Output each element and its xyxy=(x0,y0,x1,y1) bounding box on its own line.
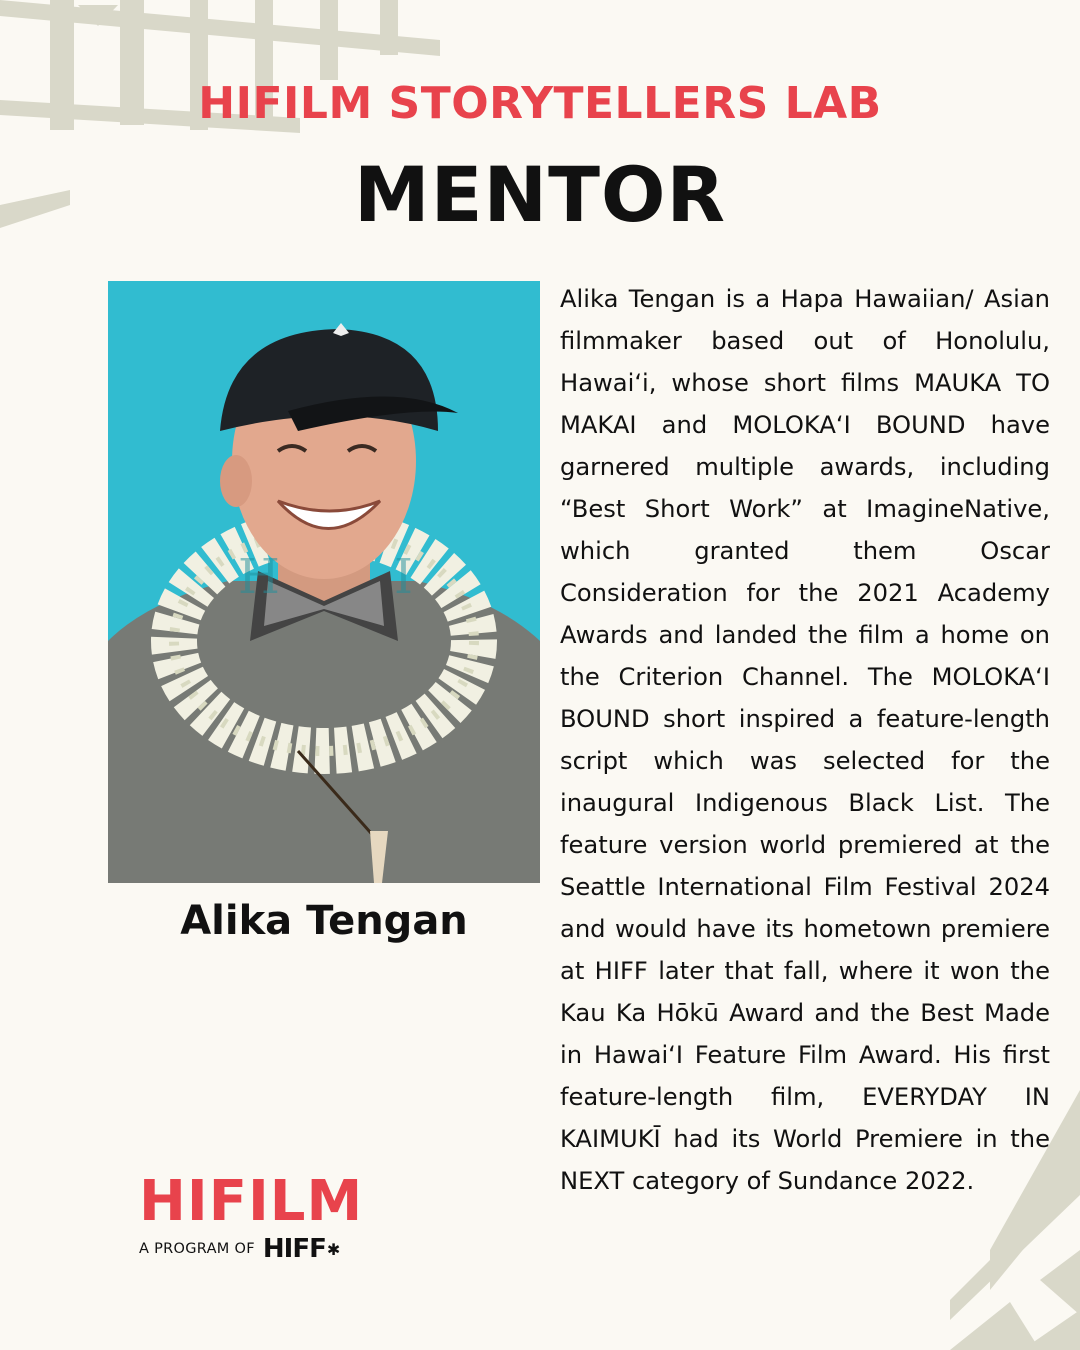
hifilm-logo xyxy=(139,1169,364,1264)
role-title: MENTOR xyxy=(353,150,727,239)
mentor-bio: Alika Tengan is a Hapa Hawaiian/ Asian filmmaker based out of Honolulu, Hawai‘i, whose short films MAUKA TO MAKAI and MOLOKA‘I BOUND have garnered multiple awards, including “Best Short Work” at ImagineNative, which granted them Oscar Consideration for the 2021 Academy Awards and landed the film a home on the Criterion Channel. The MOLOKA‘I BOUND short inspired a feature-length script which was selected for the inaugural Indigenous Black List. The feature version world premiered at the Seattle International Film Festival 2024 and would have its hometown premiere at HIFF later that fall, where it won the Kau Ka Hōkū Award and the Best Made in Hawai‘I Feature Film Award. His first feature-length film, EVERYDAY IN KAIMUKĪ had its World Premiere in the NEXT category of Sundance 2022. xyxy=(560,285,1050,1195)
mentor-name: Alika Tengan xyxy=(180,898,468,944)
logo-tagline: A PROGRAM OF xyxy=(139,1241,255,1257)
mentor-photo xyxy=(108,281,540,883)
hiff-logo: HIFF xyxy=(262,1234,326,1264)
logo-wordmark: HIFILM xyxy=(139,1169,364,1234)
logo-subline xyxy=(139,1236,363,1262)
program-heading: HIFILM STORYTELLERS LAB xyxy=(198,78,882,129)
star-icon: ✱ xyxy=(326,1239,341,1259)
svg-text:H: H xyxy=(238,549,280,605)
svg-text:I: I xyxy=(394,549,413,605)
